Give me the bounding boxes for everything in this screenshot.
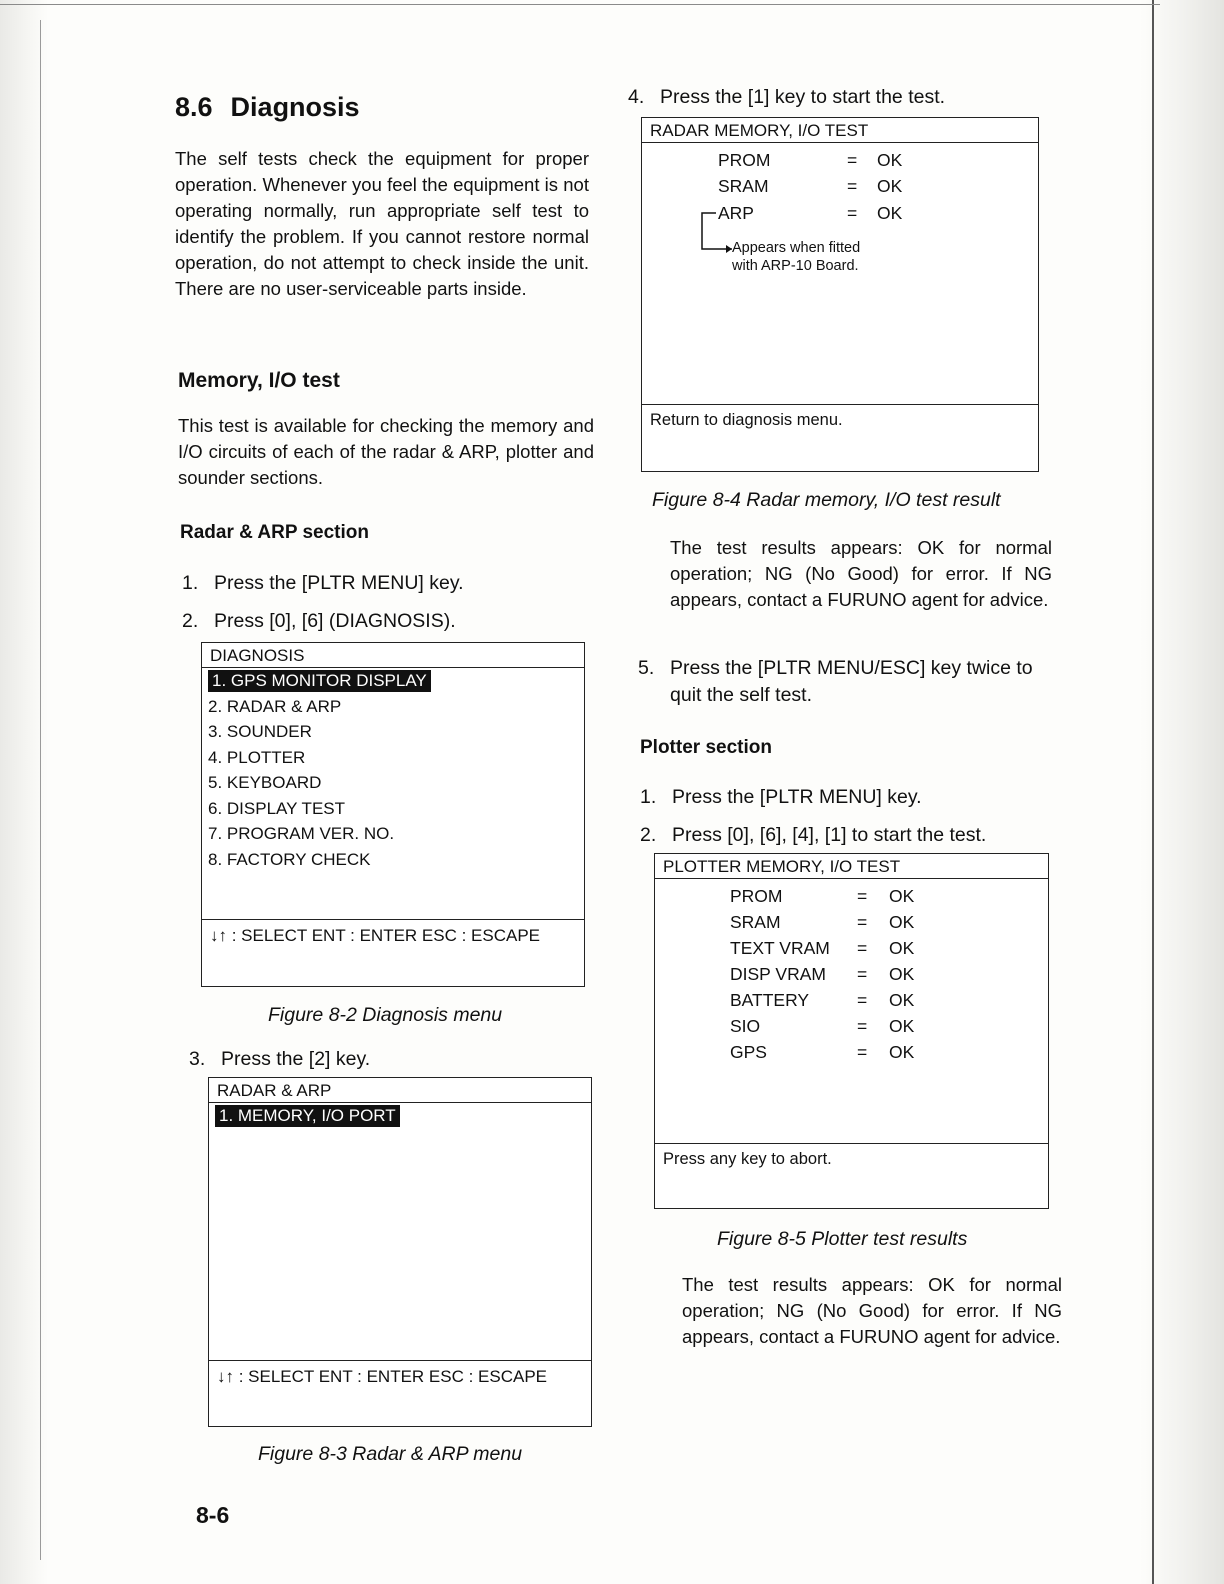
plotter-test-eq: = [857,990,868,1010]
radar-test-eq: = [847,176,858,196]
plotter-test-label: TEXT VRAM [730,938,830,958]
radar-test-footer: Return to diagnosis menu. [642,404,1038,477]
section-title: Diagnosis [230,92,360,122]
plotter-test-eq: = [857,964,868,984]
plotter-test-value: OK [889,964,915,984]
radar-arp-menu-footer: ↓↑ : SELECT ENT : ENTER ESC : ESCAPE [209,1360,591,1433]
figure-8-2-caption: Figure 8-2 Diagnosis menu [268,1004,503,1026]
radar-result-paragraph: The test results appears: OK for normal operation; NG (No Good) for error. If NG appears, contact a FURUNO agent for advice. [670,537,1052,610]
plotter-test-value: OK [889,938,915,958]
radar-arp-menu-screen [208,1077,592,1427]
plotter-test-value: OK [889,912,915,932]
arp-note-arrow [696,208,736,258]
diagnosis-item[interactable]: 3. SOUNDER [208,722,312,741]
arp-note: Appears when fitted with ARP-10 Board. [732,240,861,274]
radar-test-label: SRAM [718,176,769,196]
section-number: 8.6 [175,92,213,122]
figure-8-3-caption: Figure 8-3 Radar & ARP menu [258,1443,523,1465]
plotter-result-paragraph: The test results appears: OK for normal operation; NG (No Good) for error. If NG appears, contact a FURUNO agent for advice. [682,1274,1062,1347]
plotter-test-eq: = [857,938,868,958]
diagnosis-selected-item[interactable]: 1. GPS MONITOR DISPLAY [208,670,431,692]
radar-test-value: OK [877,203,903,223]
radar-test-eq: = [847,150,858,170]
radar-test-value: OK [877,176,903,196]
radar-step-3: 3. Press the [2] key. [189,1048,371,1070]
radar-test-title: RADAR MEMORY, I/O TEST [642,118,1038,143]
diagnosis-item[interactable]: 4. PLOTTER [208,747,306,767]
figure-8-4-caption: Figure 8-4 Radar memory, I/O test result [652,489,1001,511]
plotter-test-footer: Press any key to abort. [655,1143,1048,1214]
scan-binding-line [40,20,41,1560]
figure-8-5-caption: Figure 8-5 Plotter test results [717,1228,968,1250]
plotter-test-title: PLOTTER MEMORY, I/O TEST [655,854,1048,879]
intro-paragraph: The self tests check the equipment for proper operation. Whenever you feel the equipment is not operating normally, run appropriate self test to identify the problem. If you cannot restore normal operation, do not attempt to check inside the unit. There are no user-serviceable parts inside. [175,148,589,299]
radar-test-eq: = [847,203,858,223]
plotter-test-label: PROM [730,886,783,906]
radar-test-label: ARP [718,203,754,223]
radar-test-value: OK [877,150,903,170]
diagnosis-menu-footer: ↓↑ : SELECT ENT : ENTER ESC : ESCAPE [202,919,584,992]
plotter-test-label: GPS [730,1042,767,1062]
plotter-test-label: DISP VRAM [730,964,826,984]
plotter-step-1: 1. Press the [PLTR MENU] key. [640,786,922,808]
diagnosis-item[interactable]: 5. KEYBOARD [208,773,322,792]
memory-io-heading: Memory, I/O test [178,369,340,392]
radar-step-5: 5. Press the [PLTR MENU/ESC] key twice to quit the self test. [638,657,1033,706]
radar-test-label: PROM [718,150,771,170]
plotter-test-label: BATTERY [730,990,810,1010]
plotter-test-label: SIO [730,1016,761,1036]
plotter-test-label: SRAM [730,912,781,932]
diagnosis-item[interactable]: 8. FACTORY CHECK [208,849,371,869]
memory-io-paragraph: This test is available for checking the memory and I/O circuits of each of the radar & ARP, plotter and sounder sections. [178,415,594,488]
plotter-test-value: OK [889,1016,915,1036]
diagnosis-item[interactable]: 7. PROGRAM VER. NO. [208,824,395,843]
section-heading [175,92,360,123]
plotter-test-eq: = [857,886,868,906]
radar-arp-menu-title: RADAR & ARP [209,1078,591,1103]
radar-arp-heading: Radar & ARP section [180,522,369,543]
plotter-test-eq: = [857,1042,868,1062]
plotter-test-value: OK [889,1042,915,1062]
radar-step-1: 1. Press the [PLTR MENU] key. [182,572,464,594]
plotter-test-eq: = [857,912,868,932]
diagnosis-menu-screen [201,642,585,987]
page-number: 8-6 [196,1502,230,1528]
plotter-memory-test-screen [654,853,1049,1209]
scan-right-binding [1152,0,1154,1584]
plotter-test-value: OK [889,990,915,1010]
radar-memory-test-screen [641,117,1039,472]
radar-arp-selected-item[interactable]: 1. MEMORY, I/O PORT [215,1105,400,1127]
radar-step-4: 4. Press the [1] key to start the test. [628,86,946,108]
plotter-step-2: 2. Press [0], [6], [4], [1] to start the test. [640,824,987,846]
diagnosis-item[interactable]: 2. RADAR & ARP [208,696,342,716]
radar-step-2: 2. Press [0], [6] (DIAGNOSIS). [182,610,456,632]
diagnosis-menu-title: DIAGNOSIS [202,643,584,668]
diagnosis-item[interactable]: 6. DISPLAY TEST [208,798,346,818]
plotter-test-value: OK [889,886,915,906]
scan-top-edge [0,4,1160,5]
plotter-heading: Plotter section [640,737,772,758]
plotter-test-eq: = [857,1016,868,1036]
